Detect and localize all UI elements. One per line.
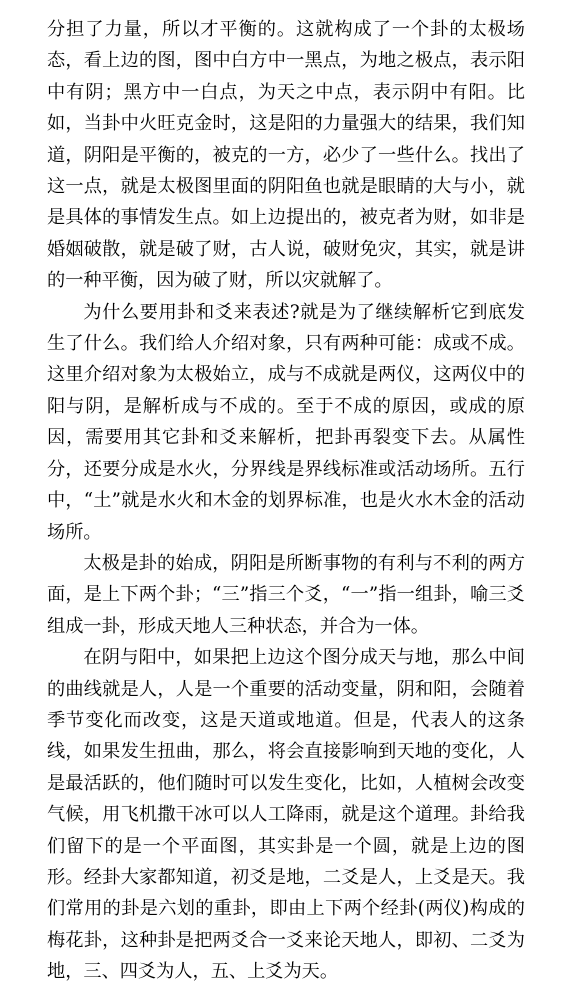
- body-text: [47, 14, 525, 988]
- paragraph-2: 为什么要用卦和爻来表述?就是为了继续解析它到底发生了什么。我们给人介绍对象，只有两种可能：成或不成。这里介绍对象为太极始立，成与不成就是两仪，这两仪中的阳与阴，是解析成与不成的。至于不成的原因，或成的原因，需要用其它卦和爻来解析，把卦再裂变下去。从属性分，还要分成是水火，分界线是界线标准或活动场所。五行中，“土”就是水火和木金的划界标准，也是火水木金的活动场所。: [47, 301, 525, 543]
- paragraph-3: 太极是卦的始成，阴阳是所断事物的有利与不利的两方面，是上下两个卦；“三”指三个爻，“一”指一组卦，喻三爻组成一卦，形成天地人三种状态，并合为一体。: [47, 552, 525, 637]
- paragraph-1: 分担了力量，所以才平衡的。这就构成了一个卦的太极场态，看上边的图，图中白方中一黑点，为地之极点，表示阳中有阴；黑方中一白点，为天之中点，表示阴中有阳。比如，当卦中火旺克金时，这是阳的力量强大的结果，我们知道，阴阳是平衡的，被克的一方，必少了一些什么。找出了这一点，就是太极图里面的阴阳鱼也就是眼睛的大与小，就是具体的事情发生点。如上边提出的，被克者为财，如非是婚姻破散，就是破了财，古人说，破财免灾，其实，就是讲的一种平衡，因为破了财，所以灾就解了。: [47, 19, 525, 292]
- paragraph-4: 在阴与阳中，如果把上边这个图分成天与地，那么中间的曲线就是人，人是一个重要的活动变量，阴和阳，会随着季节变化而改变，这是天道或地道。但是，代表人的这条线，如果发生扭曲，那么，将会直接影响到天地的变化，人是最活跃的，他们随时可以发生变化，比如，人植树会改变气候，用飞机撒干冰可以人工降雨，就是这个道理。卦给我们留下的是一个平面图，其实卦是一个圆，就是上边的图形。经卦大家都知道，初爻是地，二爻是人，上爻是天。我们常用的卦是六划的重卦，即由上下两个经卦(两仪)构成的梅花卦，这种卦是把两爻合一爻来论天地人，即初、二爻为地，三、四爻为人，五、上爻为天。: [47, 647, 525, 983]
